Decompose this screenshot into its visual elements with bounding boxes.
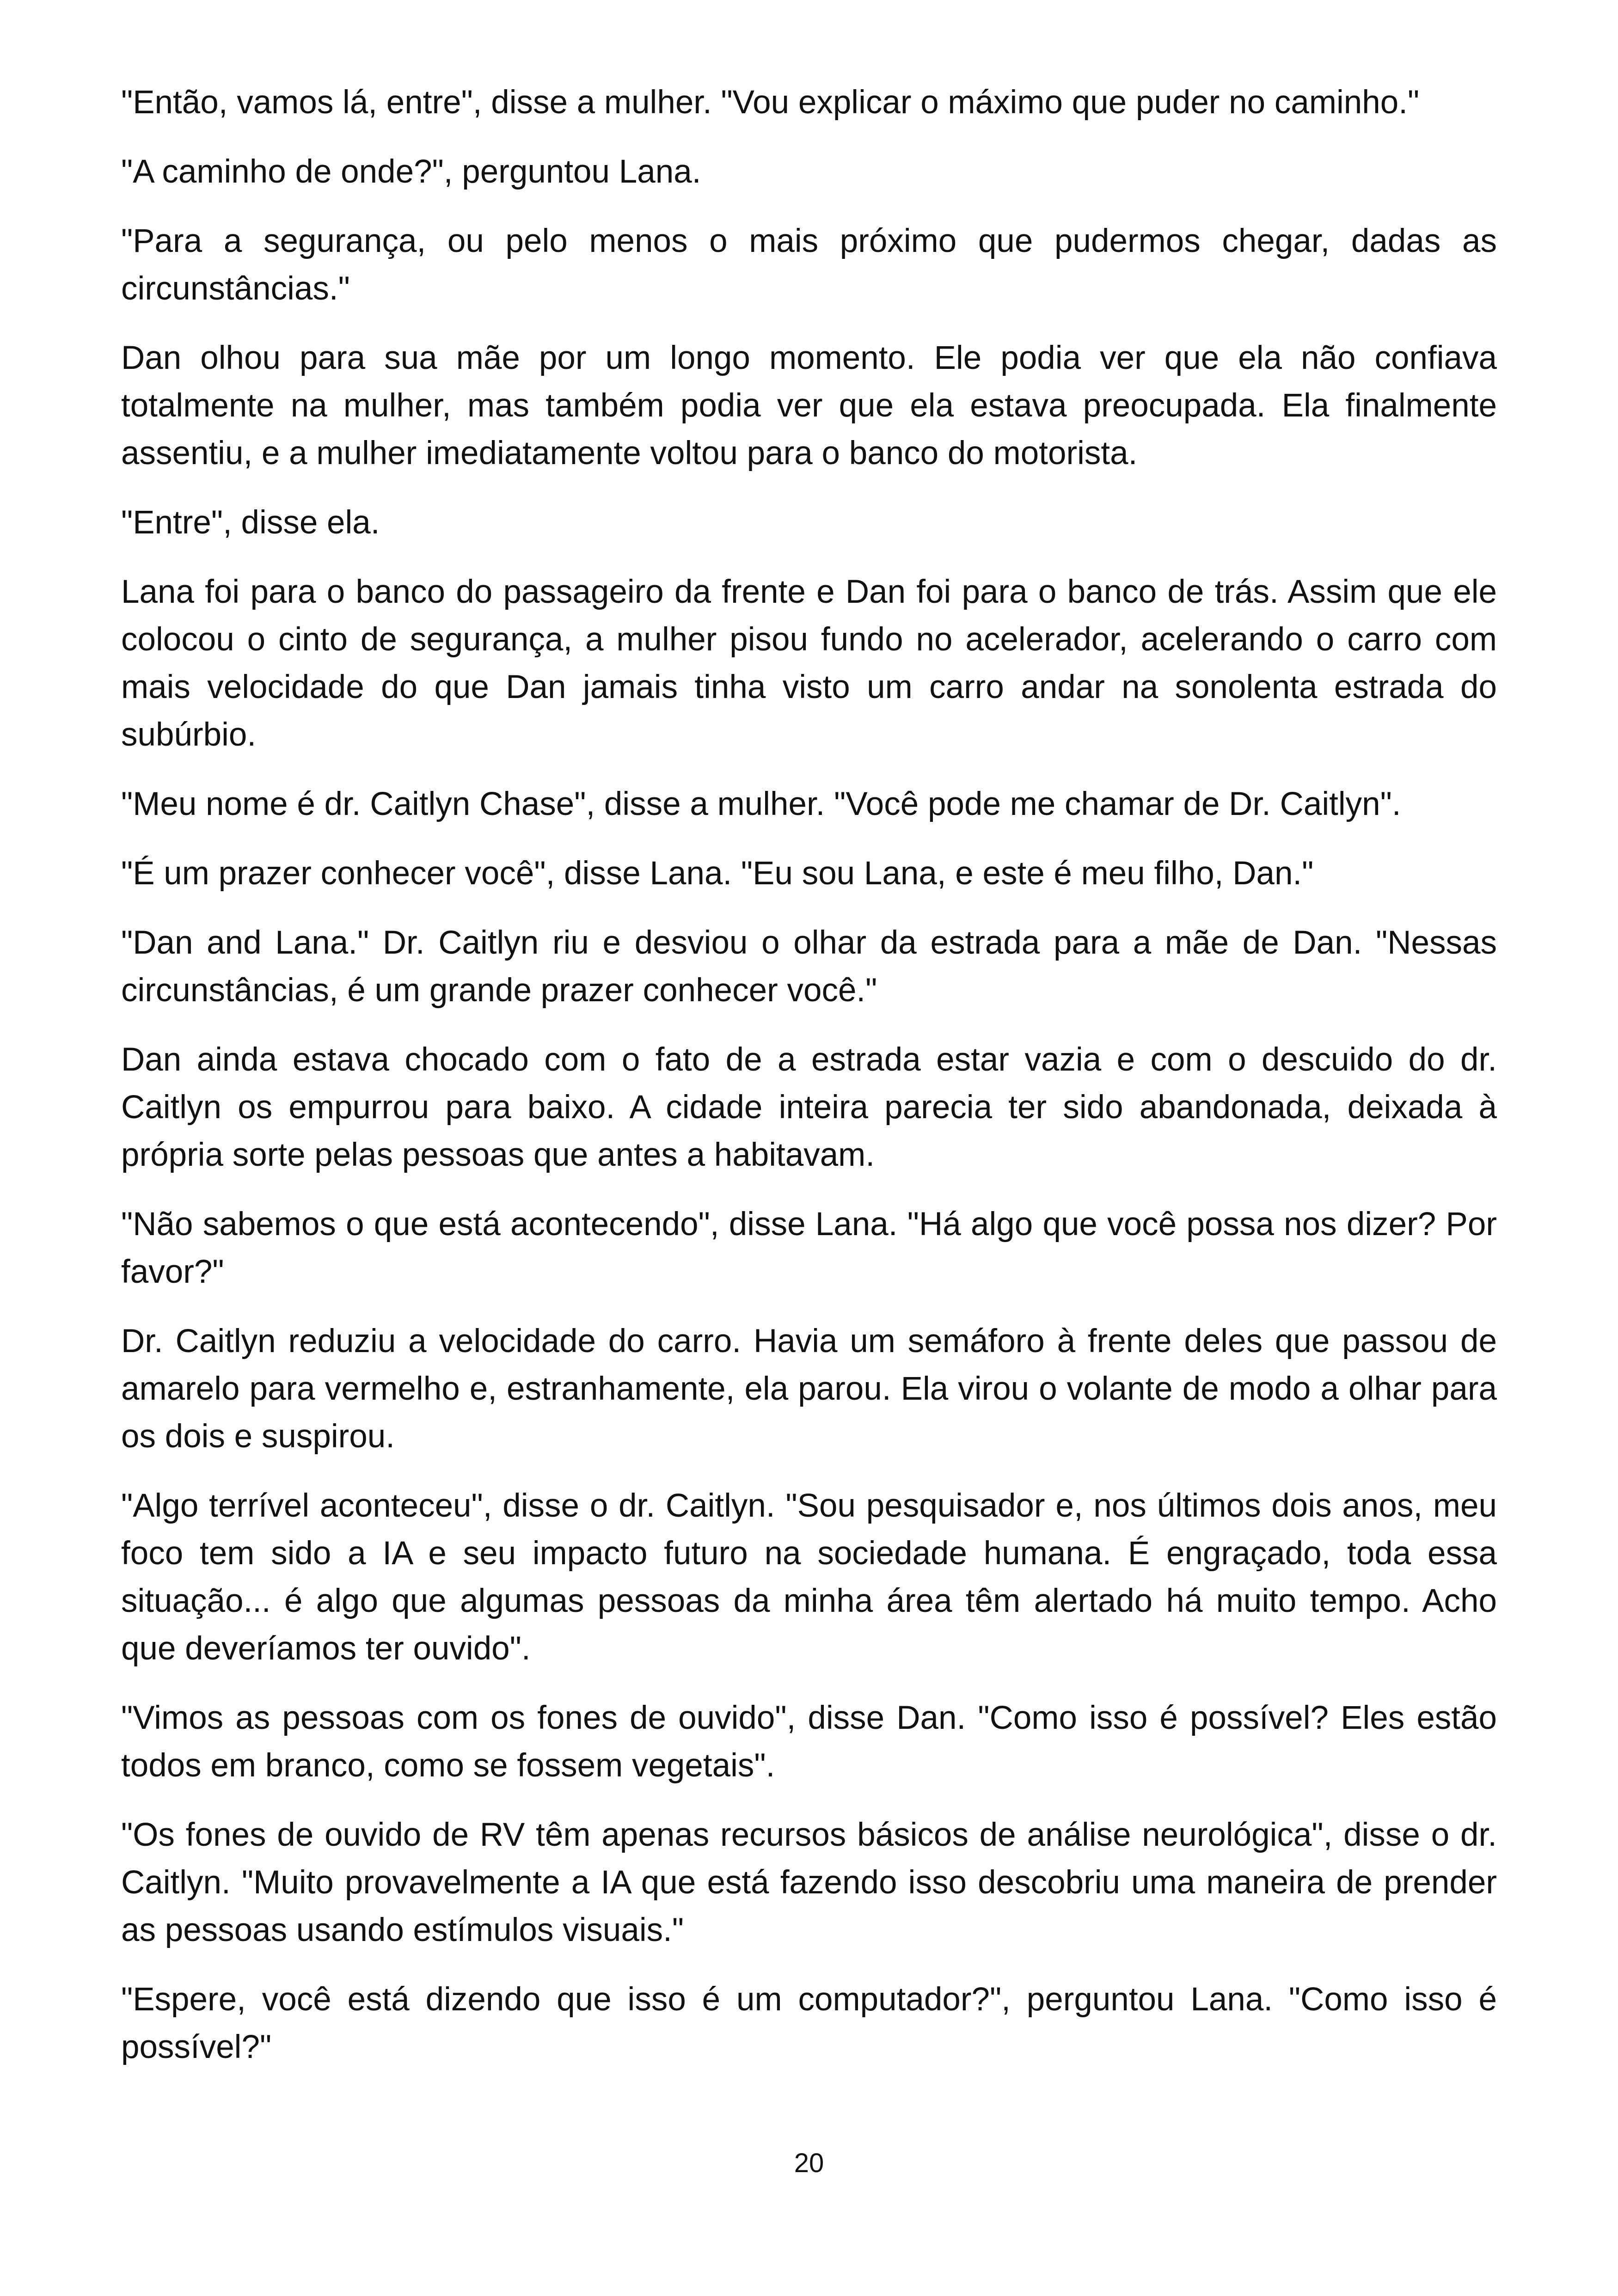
paragraph: "Meu nome é dr. Caitlyn Chase", disse a mulher. "Você pode me chamar de Dr. Caitlyn". [121,786,1401,822]
paragraph: "Os fones de ouvido de RV têm apenas recursos básicos de análise neurológica", disse o dr. Caitlyn. "Muito provavelmente a IA que está fazendo isso descobriu uma maneira de prender as pessoas usando estímulos visuais." [121,1817,1497,1948]
paragraph: Dr. Caitlyn reduziu a velocidade do carro. Havia um semáforo à frente deles que passou de amarelo para vermelho e, estranhamente, ela parou. Ela virou o volante de modo a olhar para os dois e suspirou. [121,1323,1497,1455]
paragraph: Dan ainda estava chocado com o fato de a estrada estar vazia e com o descuido do dr. Caitlyn os empurrou para baixo. A cidade inteira parecia ter sido abandonada, deixada à própria sorte pelas pessoas que antes a habitavam. [121,1041,1497,1173]
paragraph: Dan olhou para sua mãe por um longo momento. Ele podia ver que ela não confiava totalmente na mulher, mas também podia ver que ela estava preocupada. Ela finalmente assentiu, e a mulher imediatamente voltou para o banco do motorista. [121,340,1497,471]
paragraph: "A caminho de onde?", perguntou Lana. [121,153,701,190]
paragraph: "É um prazer conhecer você", disse Lana. "Eu sou Lana, e este é meu filho, Dan." [121,855,1314,892]
body-text [121,79,1497,2093]
page-number: 20 [794,2148,824,2178]
paragraph: "Algo terrível aconteceu", disse o dr. Caitlyn. "Sou pesquisador e, nos últimos dois anos, meu foco tem sido a IA e seu impacto futuro na sociedade humana. É engraçado, toda essa situação... é algo que algumas pessoas da minha área têm alertado há muito tempo. Acho que deveríamos ter ouvido". [121,1488,1497,1667]
paragraph: "Espere, você está dizendo que isso é um computador?", perguntou Lana. "Como isso é possível?" [121,1981,1497,2065]
paragraph: "Entre", disse ela. [121,504,380,541]
paragraph: "Para a segurança, ou pelo menos o mais próximo que pudermos chegar, dadas as circunstâncias." [121,223,1497,307]
paragraph: Lana foi para o banco do passageiro da frente e Dan foi para o banco de trás. Assim que ele colocou o cinto de segurança, a mulher pisou fundo no acelerador, acelerando o carro com mais velocidade do que Dan jamais tinha visto um carro andar na sonolenta estrada do subúrbio. [121,574,1497,753]
paragraph: "Dan and Lana." Dr. Caitlyn riu e desviou o olhar da estrada para a mãe de Dan. "Nessas circunstâncias, é um grande prazer conhecer você." [121,925,1497,1009]
paragraph: "Então, vamos lá, entre", disse a mulher. "Vou explicar o máximo que puder no caminho." [121,84,1420,121]
paragraph: "Vimos as pessoas com os fones de ouvido", disse Dan. "Como isso é possível? Eles estão todos em branco, como se fossem vegetais". [121,1700,1497,1784]
paragraph: "Não sabemos o que está acontecendo", disse Lana. "Há algo que você possa nos dizer? Por favor?" [121,1206,1497,1290]
